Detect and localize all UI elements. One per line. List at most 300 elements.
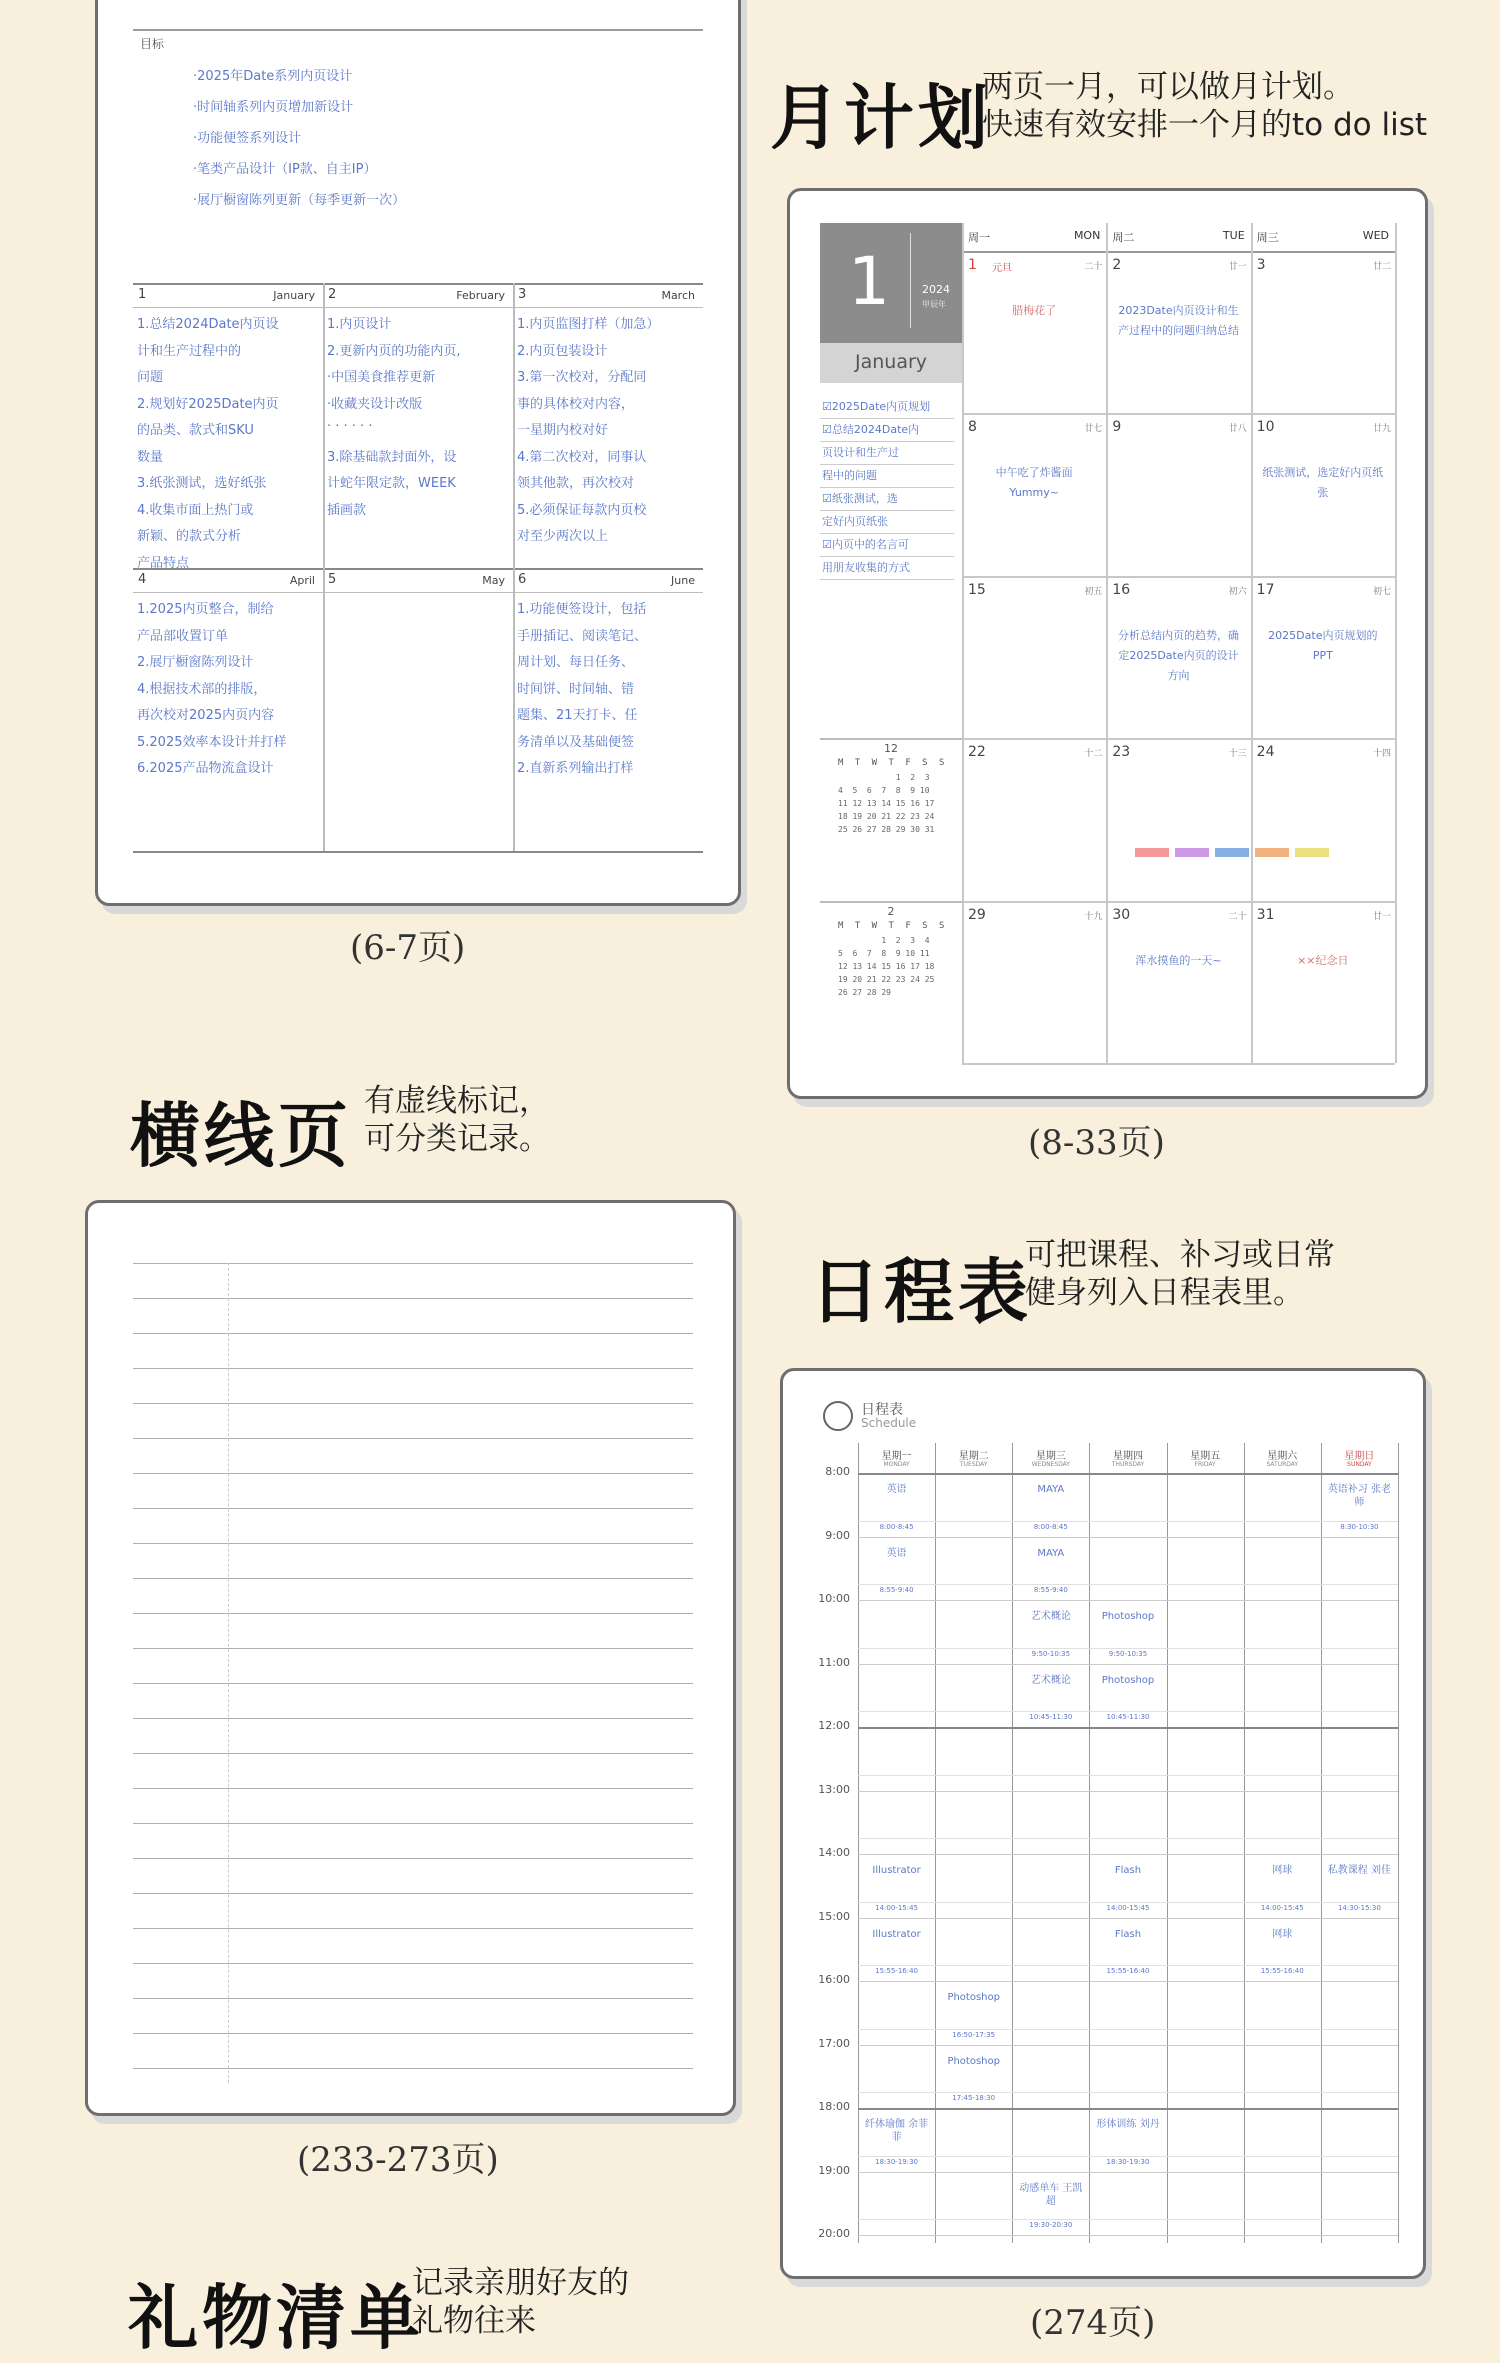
day-lunar: 十九	[1084, 911, 1103, 922]
calendar-row-line	[962, 576, 1395, 578]
month-sub-rule	[133, 307, 323, 308]
monthly-desc-line: 快速有效安排一个月的to do list	[982, 107, 1428, 143]
schedule-entry-time: 14:00-15:45	[1106, 1903, 1150, 1912]
schedule-hour-rule	[858, 1537, 1398, 1538]
schedule-day-cn: 星期六	[1267, 1451, 1298, 1462]
month-sub-rule	[323, 592, 513, 593]
calendar-col-line	[962, 223, 964, 1063]
month-number: 4	[138, 572, 147, 587]
schedule-half-rule	[858, 2219, 1398, 2220]
month-tab-divider	[910, 233, 911, 328]
lined-page-card	[85, 1200, 736, 2116]
month-note: 2.直新系列输出打样	[517, 761, 634, 776]
day-note: 浑水摸鱼的一天~	[1135, 953, 1222, 967]
schedule-entry-time: 18:30-19:30	[1106, 2157, 1150, 2166]
ruled-line	[133, 1788, 693, 1789]
schedule-day-en: TUESDAY	[959, 1461, 988, 1468]
day-number: 3	[1256, 257, 1266, 273]
schedule-col-line	[1167, 1443, 1168, 2243]
schedule-col-line	[1089, 1443, 1090, 2243]
mini-cal-month: 2	[887, 904, 895, 918]
month-number: 6	[518, 572, 527, 587]
month-note: 6.2025产品物流盒设计	[137, 761, 274, 776]
schedule-entry-text: Photoshop	[947, 2055, 1000, 2067]
schedule-hour-label: 14:00	[818, 1846, 850, 1859]
ruled-line	[133, 2068, 693, 2069]
day-lunar: 十四	[1372, 749, 1391, 760]
day-note: 纸张测试，选定好内页纸张	[1262, 466, 1384, 500]
month-note: 5.必须保证每款内页校	[517, 502, 647, 518]
day-number: 29	[968, 906, 986, 923]
schedule-hour-rule	[858, 2235, 1398, 2236]
day-note: ××纪念日	[1297, 953, 1349, 967]
schedule-hour-rule	[858, 2108, 1398, 2110]
month-note: 1.内页设计	[327, 317, 392, 332]
month-name: April	[289, 574, 315, 587]
schedule-entry-time: 14:00-15:45	[1260, 1903, 1304, 1912]
lined-desc-line: 可分类记录。	[364, 1121, 550, 1157]
schedule-entry-text: Flash	[1114, 1928, 1142, 1940]
schedule-half-rule	[858, 2092, 1398, 2093]
schedule-entry-text: 英语补习 张老师	[1327, 1484, 1391, 1508]
schedule-desc	[1025, 1236, 1335, 1312]
month-name: February	[456, 289, 505, 302]
month-note: 周计划、每日任务、	[517, 655, 635, 670]
day-number: 8	[968, 419, 977, 436]
schedule-entry-time: 9:50-10:35	[1108, 1649, 1148, 1658]
day-note: 2023Date内页设计和生产过程中的问题归纳总结	[1117, 304, 1239, 337]
calendar-row-line	[962, 1063, 1395, 1065]
sidebar-rule	[820, 418, 954, 419]
month-sub-rule	[133, 592, 323, 593]
day-number: 10	[1256, 419, 1275, 436]
day-number: 22	[968, 744, 986, 761]
day-lunar: 二十	[1084, 262, 1103, 272]
schedule-col-line	[1244, 1443, 1245, 2243]
sidebar-note: 页设计和生产过	[822, 446, 899, 459]
schedule-entry-time: 19:30-20:30	[1029, 2221, 1073, 2230]
schedule-hour-label: 20:00	[818, 2227, 850, 2240]
schedule-entry-time: 8:55-9:40	[1033, 1586, 1068, 1595]
ruled-line	[133, 1823, 693, 1824]
mini-cal-row: 11 12 13 14 15 16 17	[838, 799, 935, 809]
ruled-line	[133, 1578, 693, 1579]
month-name: March	[661, 289, 695, 302]
mini-cal-month: 12	[884, 742, 898, 756]
month-note: 数量	[137, 449, 164, 465]
schedule-half-rule	[858, 1584, 1398, 1585]
gift-desc	[412, 2264, 629, 2340]
schedule-day-cn: 星期五	[1190, 1451, 1221, 1462]
schedule-clock-icon	[823, 1401, 853, 1431]
ruled-line	[133, 1963, 693, 1964]
schedule-day-en: WEDNESDAY	[1031, 1461, 1070, 1468]
day-number: 1	[968, 257, 977, 273]
ruled-line	[133, 1508, 693, 1509]
schedule-entry-text: 艺术概论	[1030, 1674, 1071, 1686]
calendar-row-line	[962, 738, 1395, 740]
sidebar-note: 用朋友收集的方式	[822, 561, 910, 574]
mini-cal-row: 4 5 6 7 8 9 10	[838, 786, 930, 796]
day-note: 中午吃了炸酱面 Yummy~	[995, 466, 1073, 500]
day-note: 分析总结内页的趋势，确定2025Date内页的设计方向	[1117, 628, 1239, 682]
month-tab-year-sub: 甲辰年	[922, 300, 946, 309]
monthly-calendar	[820, 223, 1395, 1063]
day-number: 23	[1112, 744, 1131, 761]
day-lunar: 廿一	[1372, 911, 1391, 922]
schedule-hour-label: 8:00	[825, 1465, 850, 1478]
schedule-hour-rule	[858, 1727, 1398, 1729]
sidebar-rule	[820, 579, 954, 580]
schedule-hour-label: 19:00	[818, 2163, 850, 2177]
schedule-col-line	[1012, 1443, 1013, 2243]
month-col-divider	[323, 568, 325, 853]
month-top-rule	[133, 568, 323, 570]
schedule-half-rule	[858, 1775, 1398, 1776]
day-number: 16	[1112, 581, 1131, 598]
month-sub-rule	[513, 592, 703, 593]
monthly-page-card	[787, 188, 1428, 1099]
mini-cal-head: M T W T F S S	[838, 758, 948, 769]
mini-cal-head: M T W T F S S	[838, 920, 948, 931]
month-note: 产品特点	[137, 555, 190, 571]
day-number: 15	[968, 581, 986, 598]
month-note: 1.2025内页整合，制给	[137, 602, 274, 617]
month-name: January	[273, 289, 315, 302]
month-col-divider	[513, 568, 515, 853]
sidebar-rule	[820, 487, 954, 488]
schedule-hour-rule	[858, 1791, 1398, 1792]
schedule-hour-rule	[858, 2045, 1398, 2046]
month-note: 计和生产过程中的	[137, 343, 242, 359]
schedule-entry-text: 动感单车 王凯超	[1019, 2182, 1083, 2207]
calendar-col-line	[1251, 223, 1253, 1063]
month-col-divider	[513, 283, 515, 568]
mini-cal-row: 25 26 27 28 29 30 31	[838, 825, 935, 835]
goal-item: ·时间轴系列内页增加新设计	[193, 100, 354, 115]
month-top-rule	[133, 283, 323, 285]
schedule-half-rule	[858, 1648, 1398, 1649]
month-number: 5	[328, 572, 337, 587]
schedule-day-cn: 星期日	[1344, 1451, 1375, 1462]
day-note: 腊梅花了	[1012, 304, 1057, 317]
schedule-entry-time: 18:30-19:30	[875, 2157, 918, 2166]
month-tab-year: 2024	[922, 283, 950, 296]
sidebar-rule	[820, 441, 954, 442]
month-top-rule	[513, 283, 703, 285]
month-sub-rule	[513, 307, 703, 308]
schedule-entry-time: 14:30-15:30	[1337, 1903, 1381, 1912]
schedule-entry-text: 网球	[1272, 1865, 1293, 1876]
month-bottom-rule	[133, 851, 703, 853]
schedule-hour-label: 10:00	[818, 1592, 850, 1605]
schedule-entry-text: 纤体瑜伽 余菲菲	[864, 2119, 929, 2143]
ruled-line	[133, 1753, 693, 1754]
schedule-entry-text: 网球	[1272, 1928, 1293, 1940]
schedule-entry-time: 15:55-16:40	[1260, 1967, 1304, 1976]
month-note: 3.除基础款封面外，设	[327, 449, 457, 465]
day-number: 9	[1112, 419, 1122, 436]
schedule-half-rule	[858, 2029, 1398, 2030]
schedule-hour-label: 9:00	[825, 1528, 850, 1542]
schedule-col-line	[935, 1443, 936, 2243]
monthly-desc-line: 两页一月，可以做月计划。	[982, 69, 1354, 105]
washi-tape	[1175, 848, 1209, 857]
month-name-label: January	[854, 351, 928, 373]
schedule-entry-text: 英语	[886, 1547, 907, 1559]
month-top-rule	[323, 283, 513, 285]
schedule-entry-time: 15:55-16:40	[1106, 1967, 1150, 1976]
weekday-en: MON	[1073, 229, 1101, 242]
schedule-entry-time: 9:50-10:35	[1031, 1649, 1071, 1658]
schedule-hour-rule	[858, 1664, 1398, 1665]
mini-cal-row: 12 13 14 15 16 17 18	[838, 961, 935, 971]
schedule-entry-text: MAYA	[1037, 1484, 1065, 1495]
day-lunar: 廿九	[1372, 424, 1391, 435]
schedule-col-line	[1398, 1443, 1399, 2243]
month-number: 2	[328, 287, 337, 302]
month-note: 产品部收置订单	[137, 628, 229, 644]
goals-page-card	[95, 0, 741, 906]
weekday-cn: 周一	[968, 231, 990, 244]
calendar-col-line	[1106, 223, 1108, 1063]
month-note: 2.内页包装设计	[517, 343, 608, 359]
month-note: 3.纸张测试，选好纸张	[137, 476, 267, 491]
month-note: 4.第二次校对，同事认	[517, 449, 647, 465]
month-note: 5.2025效率本设计并打样	[137, 734, 287, 750]
day-number: 30	[1112, 906, 1131, 923]
mini-cal-row: 1 2 3 4	[838, 935, 930, 945]
month-note: 务清单以及基础便签	[517, 734, 635, 750]
day-lunar: 十三	[1228, 749, 1247, 760]
ruled-line	[133, 1333, 693, 1334]
schedule-half-rule	[858, 1838, 1398, 1839]
month-note: 1.总结2024Date内页设	[137, 317, 279, 332]
weekday-en: WED	[1362, 229, 1389, 242]
month-top-rule	[513, 568, 703, 570]
mini-cal-row: 26 27 28 29	[838, 987, 891, 997]
schedule-entry-time: 15:55-16:40	[875, 1967, 918, 1976]
schedule-hour-label: 17:00	[818, 2036, 850, 2050]
day-lunar: 初五	[1084, 586, 1103, 597]
schedule-desc-line: 可把课程、补习或日常	[1025, 1237, 1335, 1273]
sidebar-note: 程中的问题	[822, 469, 877, 482]
day-lunar: 廿八	[1228, 424, 1247, 435]
lined-desc	[364, 1082, 550, 1158]
month-name: May	[482, 574, 505, 587]
schedule-half-rule	[858, 1902, 1398, 1903]
six-month-grid	[133, 283, 703, 853]
monthly-page-caption: (8-33页)	[1028, 1123, 1165, 1163]
schedule-hour-label: 13:00	[818, 1782, 850, 1796]
schedule-col-line	[858, 1443, 859, 2243]
schedule-entry-time: 8:30-10:30	[1340, 1522, 1379, 1531]
month-note: 事的具体校对内容，	[517, 396, 635, 412]
month-col-divider	[323, 283, 325, 568]
day-lunar: 二十	[1228, 911, 1247, 922]
weekday-cn: 周三	[1256, 231, 1279, 244]
ruled-line	[133, 1613, 693, 1614]
ruled-line	[133, 1648, 693, 1649]
schedule-title-en: Schedule	[861, 1416, 917, 1430]
mini-cal-row: 19 20 21 22 23 24 25	[838, 974, 935, 984]
schedule-entry-text: 英语	[886, 1484, 907, 1495]
schedule-hour-label: 12:00	[818, 1719, 850, 1732]
month-note: 1.功能便签设计，包括	[517, 602, 647, 617]
schedule-page-caption: (274页)	[1030, 2303, 1156, 2343]
schedule-entry-text: Illustrator	[872, 1865, 921, 1876]
sidebar-note: 定好内页纸张	[822, 515, 888, 528]
schedule-day-cn: 星期一	[881, 1451, 912, 1462]
month-note: 2.展厅橱窗陈列设计	[137, 655, 254, 670]
schedule-hour-rule	[858, 1854, 1398, 1855]
schedule-hour-label: 18:00	[818, 2100, 850, 2113]
goal-item: ·展厅橱窗陈列更新（每季更新一次）	[193, 193, 406, 208]
schedule-desc-line: 健身列入日程表里。	[1025, 1275, 1304, 1311]
monthly-desc	[982, 68, 1427, 144]
goal-label: 目标	[140, 37, 165, 51]
schedule-hour-label: 15:00	[818, 1909, 850, 1923]
schedule-half-rule	[858, 1711, 1398, 1712]
ruled-line	[133, 1263, 693, 1264]
goals-page-caption: (6-7页)	[350, 928, 466, 968]
schedule-entry-text: Photoshop	[1101, 1611, 1155, 1622]
day-note: 2025Date内页规划的PPT	[1268, 628, 1378, 662]
schedule-day-en: FRIDAY	[1194, 1461, 1216, 1468]
day-lunar: 廿七	[1084, 424, 1103, 435]
day-number: 24	[1256, 744, 1275, 761]
dashed-margin	[228, 1263, 229, 2083]
schedule-hour-rule	[858, 1918, 1398, 1919]
month-note: 2.更新内页的功能内页,	[327, 343, 461, 359]
month-note: 再次校对2025内页内容	[137, 708, 275, 723]
month-note: 的品类、款式和SKU	[137, 423, 254, 438]
schedule-hour-rule	[858, 1600, 1398, 1601]
ruled-line	[133, 1438, 693, 1439]
schedule-hour-rule	[858, 2172, 1398, 2173]
schedule-entry-time: 17:45-18:30	[952, 2094, 996, 2103]
schedule-page-card	[780, 1368, 1426, 2279]
month-note: 3.第一次校对，分配同	[517, 370, 647, 385]
ruled-line	[133, 1368, 693, 1369]
schedule-entry-time: 8:00-8:45	[1033, 1522, 1068, 1531]
sidebar-note: ☑总结2024Date内	[822, 423, 920, 436]
schedule-day-en: THURSDAY	[1111, 1461, 1145, 1468]
mini-cal-row: 1 2 3	[838, 773, 930, 783]
lined-title: 横线页	[130, 1095, 352, 1177]
sidebar-rule	[820, 510, 954, 511]
weekday-en: TUE	[1222, 229, 1245, 242]
schedule-day-cn: 星期四	[1112, 1451, 1143, 1462]
schedule-half-rule	[858, 1965, 1398, 1966]
calendar-col-line	[1395, 223, 1397, 1063]
month-note: 2.规划好2025Date内页	[137, 396, 279, 412]
schedule-entry-time: 8:00-8:45	[879, 1522, 914, 1531]
mini-cal-row: 5 6 7 8 9 10 11	[838, 948, 930, 958]
schedule-entry-text: Photoshop	[1101, 1674, 1155, 1686]
schedule-day-cn: 星期三	[1035, 1451, 1066, 1462]
ruled-line	[133, 2033, 693, 2034]
lined-desc-line: 有虚线标记，	[364, 1083, 550, 1119]
month-note: ·收藏夹设计改版	[327, 396, 423, 412]
calendar-row-line	[962, 901, 1395, 903]
schedule-entry-text: 私教课程 刘佳	[1327, 1865, 1391, 1876]
schedule-day-cn: 星期二	[958, 1451, 989, 1462]
ruled-line	[133, 1718, 693, 1719]
schedule-title: 日程表	[810, 1251, 1032, 1333]
day-lunar: 廿二	[1372, 262, 1391, 272]
day-lunar: 十二	[1084, 749, 1103, 760]
month-note: · · · · · ·	[327, 419, 373, 434]
day-lunar: 初七	[1372, 586, 1391, 597]
schedule-entry-time: 10:45-11:30	[1029, 1713, 1073, 1722]
monthly-title: 月计划	[770, 77, 992, 159]
month-top-rule	[323, 568, 513, 570]
day-number: 17	[1256, 581, 1275, 598]
washi-tape	[1215, 848, 1249, 857]
goal-item: ·功能便签系列设计	[193, 131, 302, 146]
schedule-day-en: SATURDAY	[1266, 1461, 1299, 1468]
goal-list	[193, 61, 405, 216]
month-name: June	[671, 574, 695, 587]
washi-tape	[1135, 848, 1169, 857]
schedule-half-rule	[858, 1521, 1398, 1522]
goal-item: ·笔类产品设计（IP款、自主IP）	[193, 162, 377, 177]
sidebar-rule	[820, 556, 954, 557]
schedule-entry-text: MAYA	[1037, 1547, 1065, 1559]
schedule-col-line	[1321, 1443, 1322, 2243]
ruled-line	[133, 1543, 693, 1544]
month-number: 3	[518, 287, 527, 302]
mini-cal-divider	[820, 901, 962, 903]
schedule-entry-text: Flash	[1114, 1865, 1142, 1876]
ruled-line	[133, 1473, 693, 1474]
month-note: 4.根据技术部的排版，	[137, 681, 267, 697]
day-lunar: 廿一	[1228, 262, 1247, 272]
month-tab-number: 1	[848, 243, 890, 320]
ruled-line	[133, 1928, 693, 1929]
month-note: 计蛇年限定款，WEEK	[327, 476, 456, 491]
day-number: 31	[1256, 906, 1275, 923]
gift-title: 礼物清单	[128, 2277, 424, 2359]
schedule-hour-label: 16:00	[818, 1973, 850, 1986]
day-number: 2	[1112, 257, 1122, 273]
lined-page-caption: (233-273页)	[297, 2140, 499, 2180]
month-number: 1	[138, 287, 147, 302]
gift-desc-line: 记录亲朋好友的	[412, 2265, 629, 2301]
ruled-line	[133, 1893, 693, 1894]
washi-tape	[1295, 848, 1329, 857]
month-note: 时间饼、时间轴、错	[517, 681, 635, 697]
schedule-day-en: MONDAY	[883, 1461, 910, 1468]
month-note: 插画款	[327, 502, 367, 518]
weekday-cn: 周二	[1112, 231, 1135, 244]
month-note: 领其他款，再次校对	[517, 476, 635, 491]
schedule-entry-text: 艺术概论	[1030, 1611, 1071, 1622]
ruled-line	[133, 1403, 693, 1404]
month-note: 1.内页监图打样（加急）	[517, 317, 660, 332]
goal-item: ·2025年Date系列内页设计	[193, 69, 353, 84]
month-note: 题集、21天打卡、任	[517, 708, 638, 723]
month-sub-rule	[323, 307, 513, 308]
sidebar-rule	[820, 464, 954, 465]
schedule-entry-time: 10:45-11:30	[1106, 1713, 1150, 1722]
month-note: 一星期内校对好	[517, 423, 609, 438]
month-note: 新颖、的款式分析	[137, 529, 242, 544]
month-note: 对至少两次以上	[517, 529, 609, 544]
calendar-row-line	[962, 413, 1395, 415]
mini-cal-divider	[820, 738, 962, 740]
